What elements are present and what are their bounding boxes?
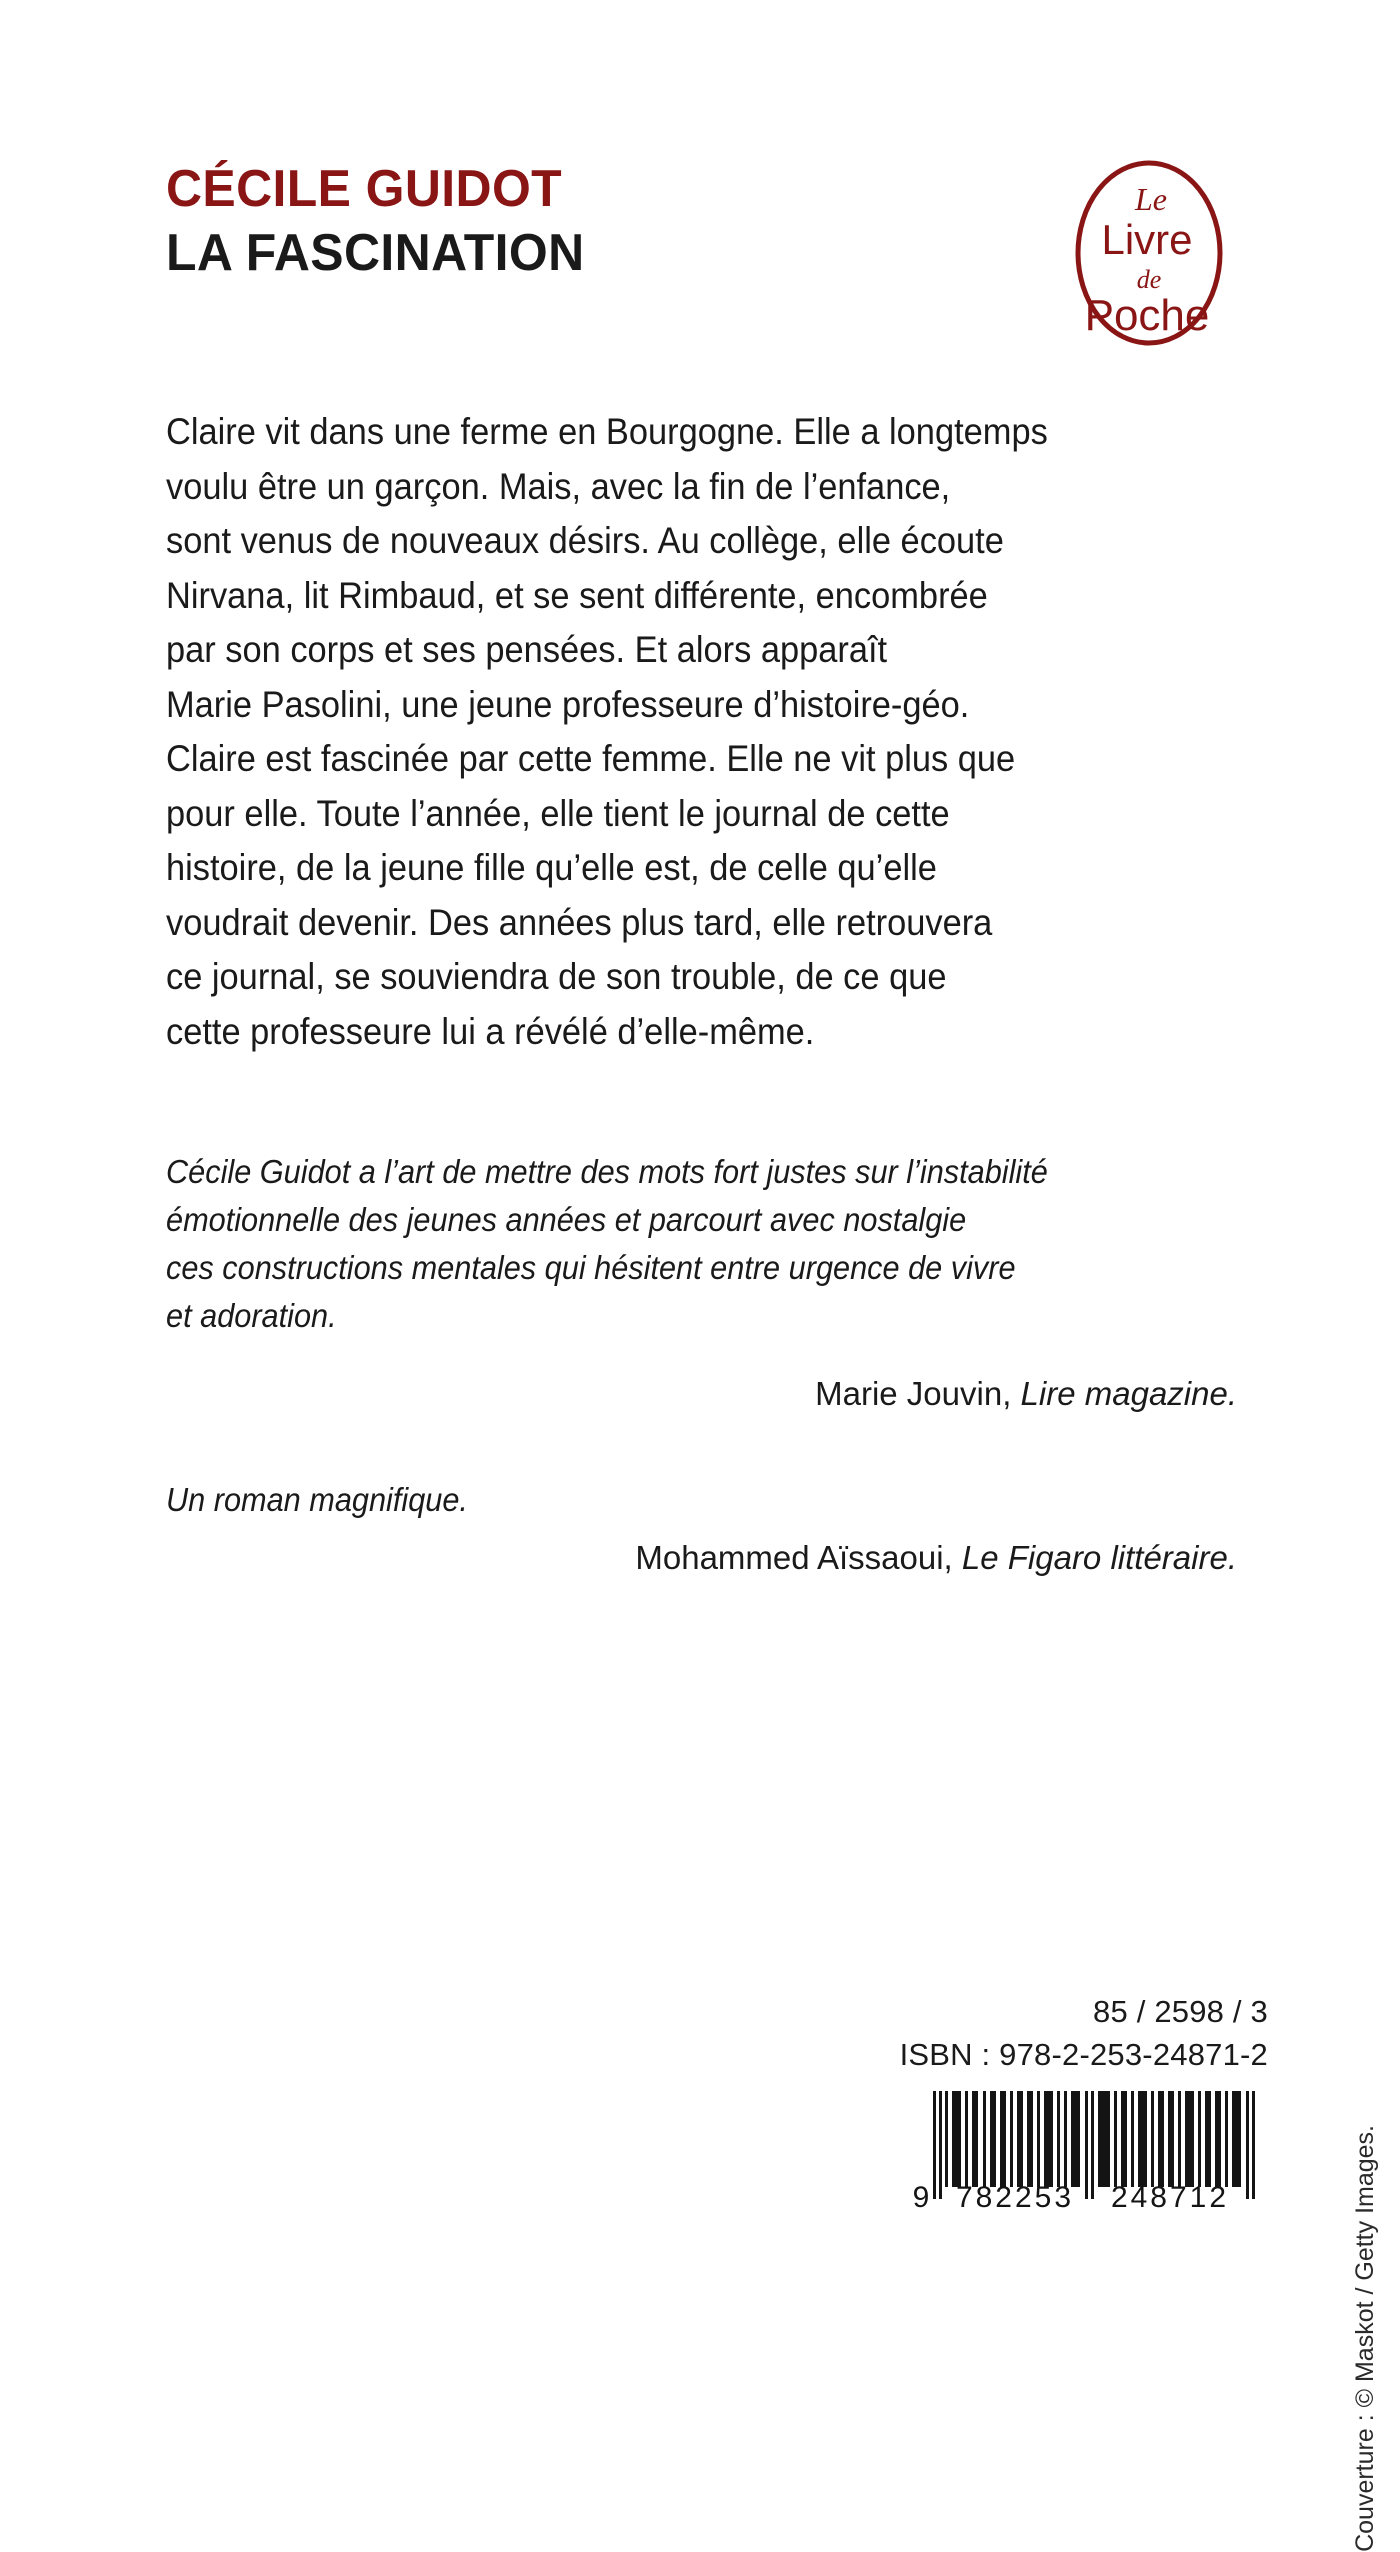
- author-name: CÉCILE GUIDOT: [166, 160, 563, 218]
- press-attribution-2: [166, 1534, 1241, 1582]
- price-code: 85 / 2598 / 3: [1093, 1994, 1268, 2029]
- logo-line-de: de: [1136, 265, 1162, 294]
- synopsis-line: Claire est fascinée par cette femme. Elle ne vit plus que: [166, 738, 1016, 779]
- press-quotes: [166, 1148, 1241, 1582]
- isbn-code: ISBN : 978-2-253-24871-2: [899, 2037, 1268, 2072]
- synopsis-line: par son corps et ses pensées. Et alors apparaît: [166, 629, 888, 670]
- barcode-digit-left: 9: [912, 2181, 930, 2213]
- synopsis-line: pour elle. Toute l’année, elle tient le journal de cette: [166, 792, 950, 834]
- synopsis-line: sont venus de nouveaux désirs. Au collège, elle écoute: [166, 520, 1004, 561]
- press-attribution-author: Mohammed Aïssaoui,: [635, 1539, 962, 1576]
- press-attribution-source: Le Figaro littéraire.: [961, 1539, 1237, 1576]
- ean13-barcode: [911, 2085, 1273, 2213]
- code-block: [900, 1990, 1268, 2076]
- publisher-logo: [1073, 158, 1225, 348]
- logo-line-le: Le: [1135, 181, 1167, 217]
- press-quote-1: [166, 1148, 1166, 1340]
- press-quote-line: Un roman magnifique.: [166, 1481, 468, 1518]
- synopsis-text: [166, 405, 1161, 1059]
- press-quote-line: et adoration.: [166, 1297, 337, 1334]
- press-attribution-1: [166, 1370, 1241, 1418]
- logo-line-livre: Livre: [1101, 216, 1193, 263]
- barcode-digits-group-2: 248712: [1110, 2181, 1230, 2213]
- synopsis-line: Marie Pasolini, une jeune professeure d’histoire-géo.: [166, 683, 970, 725]
- synopsis-line: voulu être un garçon. Mais, avec la fin de l’enfance,: [166, 465, 951, 507]
- book-title: LA FASCINATION: [166, 224, 585, 282]
- press-quote-line: Cécile Guidot a l’art de mettre des mots fort justes sur l’instabilité: [166, 1153, 1048, 1190]
- press-attribution-source: Lire magazine.: [1020, 1375, 1237, 1412]
- press-quote-line: ces constructions mentales qui hésitent entre urgence de vivre: [166, 1249, 1016, 1286]
- barcode-digits-group-1: 782253: [955, 2181, 1075, 2213]
- synopsis-line: histoire, de la jeune fille qu’elle est, de celle qu’elle: [166, 847, 937, 888]
- synopsis-line: ce journal, se souviendra de son trouble, de ce que: [166, 956, 947, 997]
- synopsis-line: cette professeure lui a révélé d’elle-même.: [166, 1010, 815, 1052]
- cover-credit: Couverture : © Maskot / Getty Images.: [1351, 2125, 1379, 2552]
- title-block: [166, 160, 986, 283]
- press-attribution-author: Marie Jouvin,: [815, 1375, 1021, 1412]
- press-quote-2: [166, 1476, 1166, 1524]
- logo-line-poche: Poche: [1084, 291, 1210, 340]
- press-quote-line: émotionnelle des jeunes années et parcourt avec nostalgie: [166, 1201, 967, 1238]
- synopsis-line: Nirvana, lit Rimbaud, et se sent différente, encombrée: [166, 574, 988, 616]
- synopsis-line: Claire vit dans une ferme en Bourgogne. Elle a longtemps: [166, 411, 1048, 452]
- synopsis-line: voudrait devenir. Des années plus tard, elle retrouvera: [166, 901, 993, 943]
